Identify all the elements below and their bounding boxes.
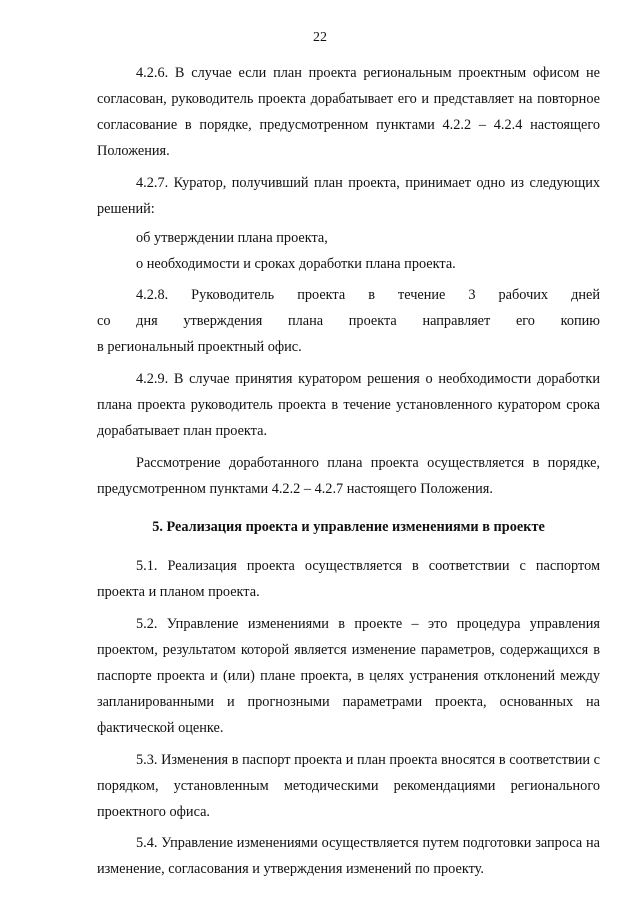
document-body: [97, 61, 600, 889]
paragraph-4-2-8-line-1: 4.2.8. Руководитель проекта в течение 3 рабочих дней: [136, 287, 600, 304]
paragraph-review: Рассмотрение доработанного плана проекта осуществляется в порядке, предусмотренном пунктами 4.2.2 – 4.2.7 настоящего Положения.: [97, 454, 600, 497]
paragraph-4-2-8-line-2: со дня утверждения плана проекта направляет его копию: [97, 313, 600, 330]
decision-item-approve: об утверждении плана проекта,: [136, 230, 328, 247]
paragraph-4-2-7: 4.2.7. Куратор, получивший план проекта, принимает одно из следующих решений:: [97, 174, 600, 217]
paragraph-5-2: 5.2. Управление изменениями в проекте – это процедура управления проектом, результатом которой является изменение параметров, содержащихся в паспорте проекта и (или) плане проекта, в целях устранения отклонений между запланированными и прогнозными параметрами проекта, основанных на фактической оценке.: [97, 616, 600, 736]
section-heading: 5. Реализация проекта и управление изменениями в проекте: [152, 518, 545, 535]
paragraph-5-3: 5.3. Изменения в паспорт проекта и план проекта вносятся в соответствии с порядком, установленным методическими рекомендациями регионального проектного офиса.: [97, 751, 600, 820]
paragraph-5-1: 5.1. Реализация проекта осуществляется в соответствии с паспортом проекта и планом проекта.: [97, 558, 600, 601]
page-number: 22: [313, 30, 327, 45]
paragraph-4-2-8: [97, 283, 600, 361]
decision-item-revise: о необходимости и сроках доработки плана проекта.: [136, 256, 456, 273]
paragraph-5-4: 5.4. Управление изменениями осуществляется путем подготовки запроса на изменение, согласования и утверждения изменений по проекту.: [97, 835, 600, 878]
paragraph-4-2-6: 4.2.6. В случае если план проекта региональным проектным офисом не согласован, руководитель проекта дорабатывает его и представляет на повторное согласование в порядке, предусмотренном пунктами 4.2.2 – 4.2.4 настоящего Положения.: [97, 65, 600, 159]
paragraph-4-2-8-line-3: в региональный проектный офис.: [97, 339, 302, 356]
paragraph-4-2-9: 4.2.9. В случае принятия куратором решения о необходимости доработки плана проекта руководитель проекта в течение установленного куратором срока дорабатывает план проекта.: [97, 370, 600, 439]
